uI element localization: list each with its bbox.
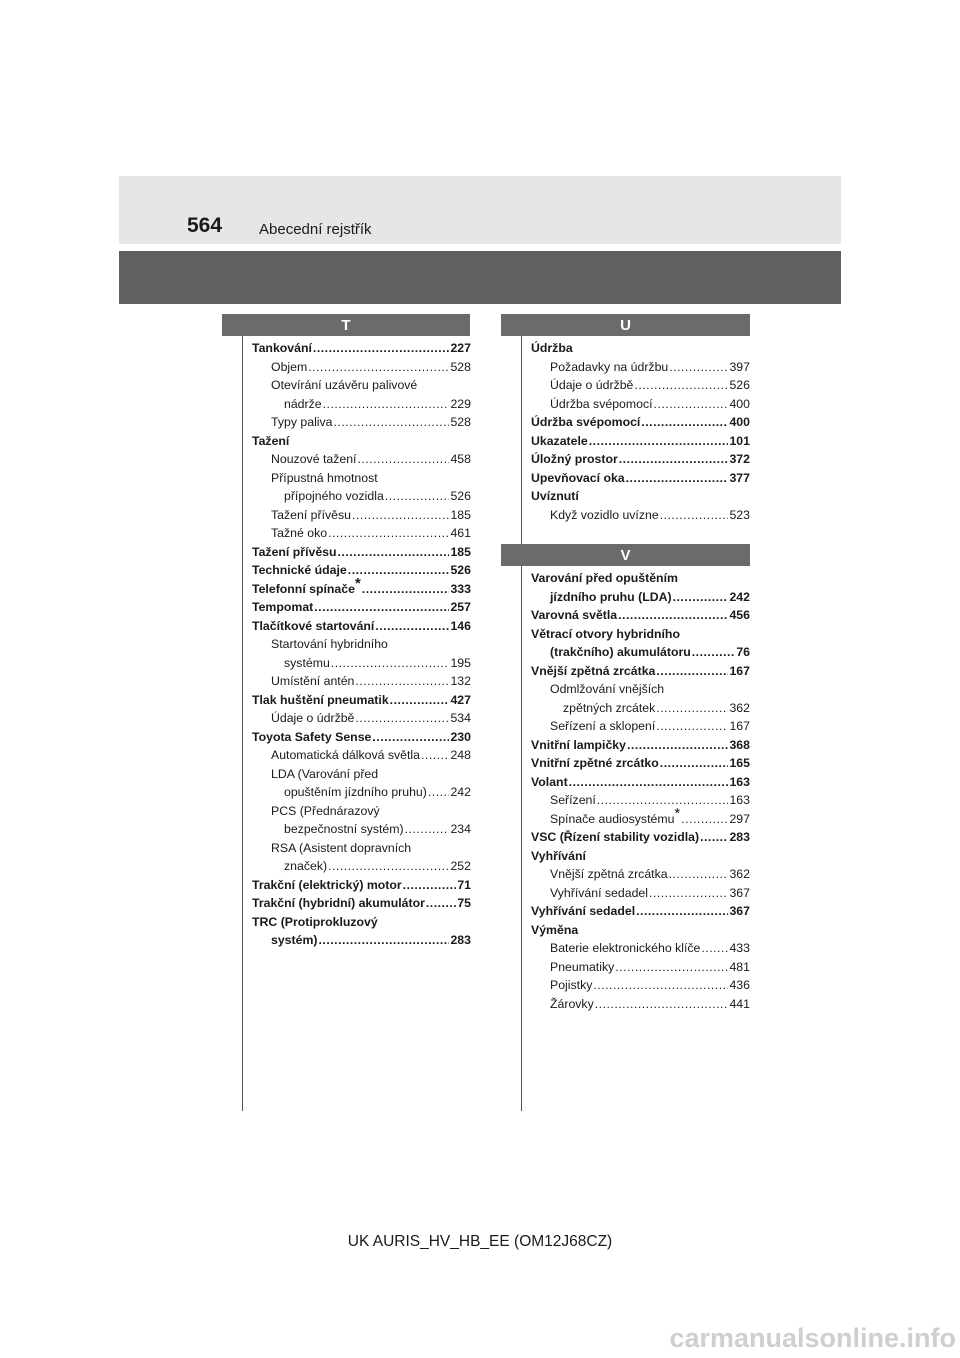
- index-entry: [531, 791, 750, 810]
- index-entry-label: [550, 376, 633, 395]
- index-heading: Tažení: [252, 433, 290, 448]
- dot-leader: [331, 654, 450, 673]
- footnote-star: *: [674, 804, 681, 822]
- index-entry: [252, 524, 471, 543]
- index-entry: [252, 598, 471, 617]
- dot-leader: [649, 884, 728, 903]
- dot-leader: [362, 580, 450, 599]
- index-entry: [531, 976, 750, 995]
- page-reference: 163: [729, 774, 750, 789]
- index-heading: Výměna: [531, 922, 579, 937]
- index-entry: [531, 773, 750, 792]
- letter-heading-u: U: [501, 314, 750, 336]
- section-title: Abecední rejstřík: [259, 221, 372, 238]
- dot-leader: [308, 358, 449, 377]
- index-entry-text: Trakční (elektrický) motor: [252, 877, 402, 892]
- index-entry: [531, 432, 750, 451]
- index-entry: [531, 506, 750, 525]
- index-entry-text: bezpečnostní systém): [284, 822, 404, 836]
- index-entry-label: [252, 617, 374, 636]
- index-entry-text: Toyota Safety Sense: [252, 729, 372, 744]
- index-entry-text: Vyhřívání sedadel: [550, 885, 648, 900]
- index-heading: LDA (Varování před: [271, 766, 379, 781]
- index-entry-label: [550, 395, 653, 414]
- index-entry-label: [252, 339, 312, 358]
- index-entry-text: Seřízení a sklopení: [550, 719, 656, 733]
- index-entry-label: [531, 754, 659, 773]
- dot-leader: [318, 931, 449, 950]
- page-reference: 297: [729, 811, 750, 826]
- dot-leader: [673, 588, 729, 607]
- page-reference: 458: [450, 452, 471, 466]
- index-entry-text: Spínače audiosystému: [550, 811, 675, 826]
- dot-leader: [641, 413, 728, 432]
- dot-leader: [355, 709, 449, 728]
- index-entry-text: Telefonní spínače: [252, 581, 355, 596]
- page-reference: 368: [729, 737, 750, 752]
- index-entry-text: Úložný prostor: [531, 452, 618, 466]
- index-entry-label: [271, 450, 356, 469]
- page-reference: 185: [450, 507, 471, 522]
- index-entry: [531, 376, 750, 395]
- dot-leader: [615, 958, 728, 977]
- index-entry: [252, 931, 471, 950]
- page-reference: 367: [729, 904, 750, 918]
- index-entry: [531, 395, 750, 414]
- dot-leader: [660, 506, 729, 525]
- dot-leader: [589, 432, 729, 451]
- page-reference: 242: [729, 589, 750, 604]
- page-reference: 101: [729, 433, 750, 448]
- page-number: 564: [187, 214, 223, 237]
- index-entry-text: (trakčního) akumulátoru: [550, 645, 691, 659]
- page-reference: 195: [450, 655, 471, 670]
- page-reference: 397: [729, 359, 750, 374]
- page-reference: 229: [450, 396, 471, 411]
- index-entry-text: nádrže: [284, 396, 322, 411]
- index-entry-label: [550, 976, 592, 995]
- index-entry: [252, 395, 471, 414]
- dot-leader: [700, 828, 728, 847]
- page-reference: 441: [729, 996, 750, 1011]
- dot-leader: [328, 524, 449, 543]
- index-entry: [252, 672, 471, 691]
- index-heading: Větrací otvory hybridního: [531, 626, 680, 641]
- index-entry-label: [531, 469, 625, 488]
- index-entry: [531, 413, 750, 432]
- index-entry-label: [252, 561, 347, 580]
- index-entry-label: [271, 709, 354, 728]
- index-entry: [531, 699, 750, 718]
- index-heading: Startování hybridního: [271, 637, 388, 651]
- index-entry-text: Požadavky na údržbu: [550, 359, 669, 374]
- index-entry-text: Tlak huštění pneumatik: [252, 692, 389, 707]
- index-entry-label: [563, 699, 655, 718]
- index-entry-text: Vnější zpětná zrcátka: [550, 867, 668, 881]
- index-entry: [252, 820, 471, 839]
- dot-leader: [656, 699, 728, 718]
- index-entry-label: [550, 804, 681, 829]
- index-entry: [531, 804, 750, 829]
- index-entry: [252, 450, 471, 469]
- index-heading: RSA (Asistent dopravních: [271, 840, 412, 855]
- index-entry-text: Vnitřní zpětné zrcátko: [531, 756, 659, 770]
- index-entry-text: Automatická dálková světla: [271, 748, 421, 762]
- index-entry-label: [252, 894, 425, 913]
- dot-leader: [618, 606, 728, 625]
- index-entry-text: značek): [284, 859, 328, 873]
- index-entry-label: [550, 588, 672, 607]
- index-entry-label: [252, 543, 337, 562]
- index-heading: Odmlžování vnějších: [550, 682, 665, 696]
- index-entry-label: [550, 958, 614, 977]
- page-reference: 230: [450, 729, 471, 744]
- dot-leader: [619, 450, 729, 469]
- index-entry-label: [550, 717, 655, 736]
- index-entry: [252, 617, 471, 636]
- index-entry: [531, 643, 750, 662]
- page-reference: 367: [729, 885, 750, 900]
- dot-leader: [334, 413, 450, 432]
- page-reference: 227: [450, 341, 471, 355]
- dot-leader: [656, 662, 728, 681]
- dot-leader: [357, 450, 449, 469]
- page-reference: 167: [729, 719, 750, 733]
- dot-leader: [405, 820, 450, 839]
- index-heading: TRC (Protiprokluzový: [252, 914, 378, 929]
- index-entry-label: [284, 857, 327, 876]
- index-entry-text: systému: [284, 655, 330, 670]
- index-entry: [252, 574, 471, 599]
- index-entry-text: systém): [271, 933, 318, 947]
- index-entry-label: [284, 487, 384, 506]
- index-entry: [252, 894, 471, 913]
- dot-leader: [313, 339, 450, 358]
- index-entry: [252, 654, 471, 673]
- dot-leader: [634, 376, 728, 395]
- index-entry: [531, 995, 750, 1014]
- index-entry-text: Upevňovací oka: [531, 470, 625, 485]
- index-entry: [531, 884, 750, 903]
- header-dark-band: [119, 251, 841, 304]
- dot-leader: [426, 894, 456, 913]
- index-entry-text: Trakční (hybridní) akumulátor: [252, 896, 425, 910]
- dot-leader: [352, 506, 449, 525]
- index-entry-label: [284, 820, 404, 839]
- page-reference: 146: [450, 618, 471, 633]
- index-column-right-u: [531, 339, 750, 524]
- page-reference: 185: [450, 544, 471, 559]
- manual-code: UK AURIS_HV_HB_EE (OM12J68CZ): [347, 1233, 613, 1250]
- index-entry-text: Pojistky: [550, 978, 593, 992]
- index-entry-text: Tažení přívěsu: [252, 544, 337, 559]
- dot-leader: [372, 728, 449, 747]
- index-heading: Varování před opuštěním: [531, 571, 678, 585]
- page-reference: 71: [457, 877, 471, 892]
- page-reference: 427: [450, 692, 471, 707]
- index-entry-text: Tlačítkové startování: [252, 618, 375, 633]
- watermark-logo: carmanualsonline.info: [669, 1323, 956, 1353]
- dot-leader: [403, 876, 457, 895]
- index-entry-text: Tankování: [252, 341, 312, 355]
- index-entry-text: Žárovky: [550, 996, 594, 1011]
- index-entry: [252, 783, 471, 802]
- page-reference: 534: [450, 711, 471, 725]
- index-entry-label: [550, 358, 668, 377]
- index-entry-label: [284, 783, 427, 802]
- index-entry-label: [550, 995, 594, 1014]
- page-reference: 526: [450, 489, 471, 503]
- dot-leader: [421, 746, 449, 765]
- dot-leader: [627, 736, 728, 755]
- index-heading: Vyhřívání: [531, 848, 586, 863]
- index-entry-label: [550, 865, 668, 884]
- index-entry: [531, 754, 750, 773]
- index-entry-label: [271, 413, 333, 432]
- letter-heading-t: T: [222, 314, 470, 336]
- index-entry-label: [531, 413, 640, 432]
- dot-leader: [660, 754, 729, 773]
- index-entry-text: Vyhřívání sedadel: [531, 904, 636, 918]
- page-reference: 132: [450, 674, 471, 688]
- index-heading: Přípustná hmotnost: [271, 470, 378, 485]
- page-reference: 526: [450, 563, 471, 577]
- index-entry-text: jízdního pruhu (LDA): [550, 589, 672, 604]
- dot-leader: [348, 561, 450, 580]
- index-entry-text: VSC (Řízení stability vozidla): [531, 830, 700, 844]
- index-entry: [531, 828, 750, 847]
- page-reference: 163: [729, 793, 750, 807]
- index-entry-label: [271, 506, 351, 525]
- index-entry: [252, 561, 471, 580]
- index-entry-text: Údržba svépomocí: [531, 415, 641, 429]
- letter-heading-v: V: [501, 544, 750, 566]
- index-entry: [252, 746, 471, 765]
- index-entry-text: Údržba svépomocí: [550, 396, 653, 411]
- index-entry-label: [271, 358, 307, 377]
- index-entry-text: Objem: [271, 359, 308, 374]
- index-entry-label: [550, 791, 596, 810]
- index-entry-text: Tažné oko: [271, 526, 328, 540]
- index-entry-label: [550, 939, 700, 958]
- index-entry-label: [531, 432, 588, 451]
- index-entry: [531, 736, 750, 755]
- index-entry-label: [531, 662, 655, 681]
- index-entry-text: Umístění antén: [271, 674, 355, 688]
- dot-leader: [681, 810, 728, 829]
- index-entry: [252, 543, 471, 562]
- index-entry-text: Údaje o údržbě: [550, 378, 634, 392]
- index-entry-label: [252, 598, 313, 617]
- index-entry-label: [271, 746, 420, 765]
- index-entry-text: zpětných zrcátek: [563, 700, 656, 715]
- index-column-left: [252, 339, 471, 950]
- page-reference: 528: [450, 415, 471, 429]
- index-entry: [252, 691, 471, 710]
- page-reference: 165: [729, 756, 750, 770]
- dot-leader: [669, 865, 729, 884]
- page-reference: 456: [729, 608, 750, 622]
- footnote-star: *: [354, 574, 361, 592]
- dot-leader: [654, 395, 729, 414]
- index-entry-text: Baterie elektronického klíče: [550, 941, 701, 955]
- page-reference: 362: [729, 700, 750, 715]
- dot-leader: [338, 543, 450, 562]
- dot-leader: [656, 717, 728, 736]
- index-entry: [252, 358, 471, 377]
- index-entry-text: Vnitřní lampičky: [531, 737, 626, 752]
- page-reference: 436: [729, 978, 750, 992]
- page-reference: 76: [736, 645, 750, 659]
- index-entry-label: [284, 654, 330, 673]
- index-heading: Otevírání uzávěru palivové: [271, 378, 418, 392]
- index-entry-label: [550, 884, 648, 903]
- dot-leader: [593, 976, 728, 995]
- index-entry: [252, 728, 471, 747]
- dot-leader: [569, 773, 729, 792]
- page-reference: 526: [729, 378, 750, 392]
- index-entry: [531, 902, 750, 921]
- dot-leader: [428, 783, 450, 802]
- index-entry-label: [284, 395, 322, 414]
- index-entry: [252, 339, 471, 358]
- page-reference: 75: [457, 896, 471, 910]
- page-reference: 400: [729, 396, 750, 411]
- index-entry-text: Seřízení: [550, 793, 596, 807]
- dot-leader: [595, 995, 729, 1014]
- index-entry-text: Tempomat: [252, 600, 314, 614]
- dot-leader: [701, 939, 728, 958]
- page-reference: 372: [729, 452, 750, 466]
- right-column-rule: [521, 336, 522, 1111]
- index-heading: PCS (Přednárazový: [271, 803, 380, 818]
- index-entry: [531, 865, 750, 884]
- index-entry-text: Tažení přívěsu: [271, 507, 351, 522]
- page-reference: 523: [729, 507, 750, 522]
- page-reference: 252: [450, 859, 471, 873]
- dot-leader: [385, 487, 450, 506]
- index-column-right-v: [531, 569, 750, 1013]
- index-entry-text: Když vozidlo uvízne: [550, 507, 659, 522]
- index-entry: [252, 876, 471, 895]
- index-entry: [531, 450, 750, 469]
- index-entry: [252, 487, 471, 506]
- index-entry-text: Pneumatiky: [550, 959, 615, 974]
- index-heading: Údržba: [531, 341, 573, 355]
- page-reference: 362: [729, 867, 750, 881]
- page-reference: 333: [450, 581, 471, 596]
- index-entry: [531, 469, 750, 488]
- index-entry: [531, 939, 750, 958]
- dot-leader: [314, 598, 449, 617]
- index-entry: [531, 662, 750, 681]
- page-reference: 400: [729, 415, 750, 429]
- index-entry-text: Údaje o údržbě: [271, 711, 355, 725]
- index-entry-label: [252, 574, 361, 599]
- dot-leader: [597, 791, 729, 810]
- index-entry-text: přípojného vozidla: [284, 489, 384, 503]
- index-entry-label: [252, 728, 371, 747]
- dot-leader: [692, 643, 736, 662]
- page-reference: 234: [450, 822, 471, 836]
- page-reference: 283: [729, 830, 750, 844]
- page-reference: 461: [450, 526, 471, 540]
- index-entry: [531, 588, 750, 607]
- index-entry-label: [271, 672, 354, 691]
- page-reference: 167: [729, 663, 750, 678]
- index-entry-text: Typy paliva: [271, 415, 333, 429]
- index-entry: [252, 857, 471, 876]
- index-entry-text: Volant: [531, 774, 568, 789]
- index-entry-text: opuštěním jízdního pruhu): [284, 785, 427, 799]
- index-entry-label: [252, 876, 402, 895]
- index-entry: [252, 506, 471, 525]
- page-reference: 242: [450, 785, 471, 799]
- page-reference: 257: [450, 600, 471, 614]
- dot-leader: [323, 395, 450, 414]
- header-band: [119, 176, 841, 244]
- dot-leader: [375, 617, 449, 636]
- index-entry-label: [531, 902, 635, 921]
- index-entry-text: Vnější zpětná zrcátka: [531, 663, 656, 678]
- index-entry-text: Nouzové tažení: [271, 452, 357, 466]
- index-entry-label: [531, 773, 568, 792]
- index-entry-label: [271, 524, 327, 543]
- index-entry-label: [550, 643, 691, 662]
- page-reference: 481: [729, 959, 750, 974]
- page-reference: 528: [450, 359, 471, 374]
- page-reference: 283: [450, 933, 471, 947]
- index-heading: Uvíznutí: [531, 489, 579, 503]
- index-entry-label: [531, 450, 618, 469]
- index-entry-label: [550, 506, 659, 525]
- dot-leader: [669, 358, 728, 377]
- left-column-rule: [242, 336, 243, 1111]
- dot-leader: [355, 672, 449, 691]
- index-entry: [531, 958, 750, 977]
- index-entry-text: Technické údaje: [252, 563, 347, 577]
- index-entry-label: [531, 736, 626, 755]
- dot-leader: [626, 469, 729, 488]
- index-entry: [252, 709, 471, 728]
- dot-leader: [390, 691, 450, 710]
- dot-leader: [328, 857, 449, 876]
- index-entry: [531, 717, 750, 736]
- index-entry-label: [252, 691, 389, 710]
- page-reference: 377: [729, 470, 750, 485]
- dot-leader: [636, 902, 728, 921]
- page-reference: 433: [729, 941, 750, 955]
- index-entry-text: Varovná světla: [531, 608, 618, 622]
- index-entry: [531, 606, 750, 625]
- index-entry-text: Ukazatele: [531, 433, 588, 448]
- index-entry-label: [271, 931, 317, 950]
- index-entry-label: [531, 828, 699, 847]
- index-entry: [252, 413, 471, 432]
- index-entry: [531, 358, 750, 377]
- index-entry-label: [531, 606, 617, 625]
- page-reference: 248: [450, 748, 471, 762]
